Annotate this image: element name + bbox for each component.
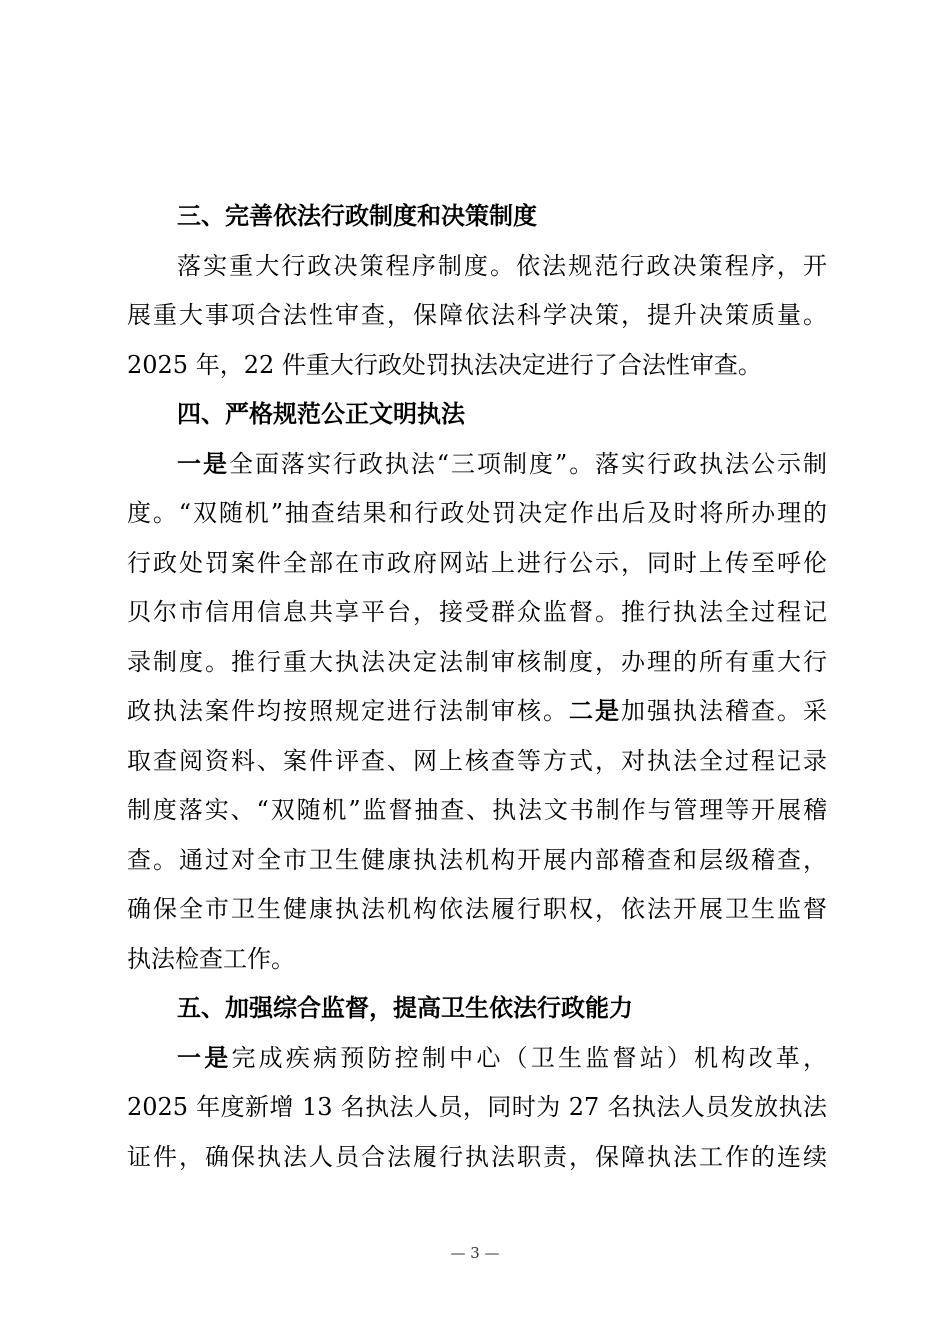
section-3-line-3: 2025 年，22 件重大行政处罚执法决定进行了合法性审查。 (127, 350, 762, 379)
section-4-line-8: 制度落实、“双随机”监督抽查、执法文书制作与管理等开展稽 (127, 796, 827, 824)
section-4-line-10: 确保全市卫生健康执法机构依法履行职权，依法开展卫生监督 (127, 895, 827, 923)
section-4-line-6 (127, 687, 827, 737)
section-4-line-11: 执法检查工作。 (127, 944, 295, 973)
section-3-line-1: 落实重大行政决策程序制度。依法规范行政决策程序，开 (177, 251, 827, 280)
section-5-line-1 (127, 1034, 827, 1084)
section-4-line-6-before: 政执法案件均按照规定进行法制审核。 (127, 697, 569, 725)
first-item-marker: 一是 (177, 1043, 232, 1072)
document-body (127, 192, 827, 1182)
section-5-line-2: 2025 年度新增 13 名执法人员，同时为 27 名执法人员发放执法 (127, 1093, 827, 1121)
section-5-line-3: 证件，确保执法人员合法履行执法职责，保障执法工作的连续 (127, 1142, 827, 1171)
section-3-line-2: 展重大事项合法性审查，保障依法科学决策，提升决策质量。 (127, 301, 827, 329)
section-5-heading: 五、加强综合监督，提高卫生依法行政能力 (177, 994, 633, 1022)
section-3-heading: 三、完善依法行政制度和决策制度 (177, 202, 537, 230)
section-4-line-6-after: 加强执法稽查。采 (621, 697, 827, 725)
section-4-line-7: 取查阅资料、案件评查、网上核查等方式，对执法全过程记录 (127, 746, 827, 775)
second-item-marker: 二是 (569, 697, 621, 725)
page-number: — 3 — (450, 1244, 500, 1262)
section-5-line-1-text: 完成疾病预防控制中心（卫生监督站）机构改革， (231, 1043, 828, 1072)
section-4-line-9: 查。通过对全市卫生健康执法机构开展内部稽查和层级稽查， (127, 845, 827, 874)
section-4-line-5: 录制度。推行重大执法决定法制审核制度，办理的所有重大行 (127, 647, 827, 676)
section-4-line-2: 度。“双随机”抽查结果和行政处罚决定作出后及时将所办理的 (127, 499, 827, 527)
section-4-line-4: 贝尔市信用信息共享平台，接受群众监督。推行执法全过程记 (127, 598, 827, 626)
first-item-marker: 一是 (177, 449, 229, 478)
section-4-line-1 (127, 440, 827, 490)
section-4-heading: 四、严格规范公正文明执法 (177, 400, 465, 428)
section-4-line-1-text: 全面落实行政执法“三项制度”。落实行政执法公示制 (228, 449, 828, 478)
section-4-line-3: 行政处罚案件全部在市政府网站上进行公示，同时上传至呼伦 (127, 548, 827, 577)
